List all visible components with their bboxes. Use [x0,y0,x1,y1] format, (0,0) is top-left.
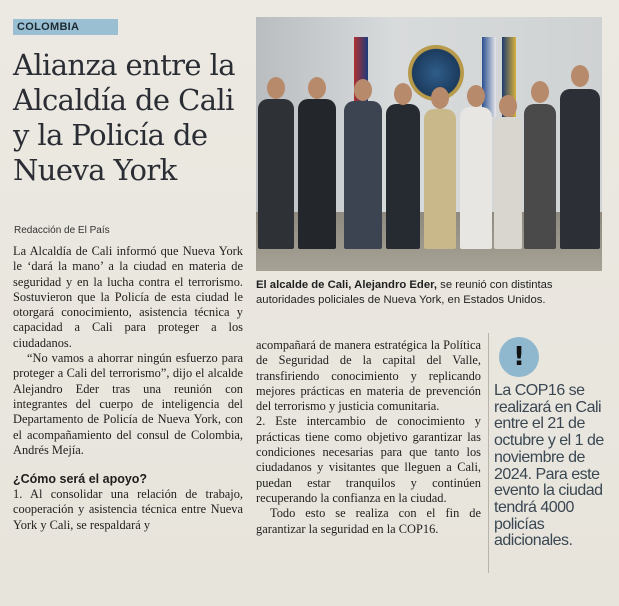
person-head [499,95,517,117]
exclamation-icon [499,337,539,377]
exclamation-glyph: ! [513,342,525,372]
person-figure [258,99,294,249]
article-column-1 [13,244,243,533]
person-figure [344,101,382,249]
article-photo [256,17,602,271]
person-figure [298,99,336,249]
photo-caption [256,278,602,307]
byline: Redacción de El País [14,225,110,236]
subheading: ¿Cómo será el apoyo? [13,472,148,487]
paragraph: 2. Este intercambio de conocimiento y prácticas tiene como objetivo garantizar las condiciones necesarias para que tanto los ciudadanos y visitantes que lleguen a Cali, puedan estar tranquilos y continúen recuperando la confianza en la ciudad. [256,414,481,505]
quote-paragraph: “No vamos a ahorrar ningún esfuerzo para proteger a Cali del terrorismo”, dijo el alcalde Alejandro Eder tras una reunión con integrantes del cuerpo de inteligencia del Departamento de Policía de Nueva York, con el acompañamiento del consul de Colombia, Andrés Mejía. [13,351,243,457]
person-head [354,79,372,101]
person-head [467,85,485,107]
person-head [308,77,326,99]
person-head [531,81,549,103]
person-head [571,65,589,87]
flag-image [482,37,496,117]
sidebar-fact-text: La COP16 se realizará en Cali entre el 21 de octubre y el 1 de noviembre de 2024. Para este evento la ciudad tendrá 4000 policías adicionales. [494,382,604,550]
caption-text: se reunió con distintas autoridades policiales de Nueva York, en Estados Unidos. [256,279,553,306]
caption-lead: El alcalde de Cali, Alejandro Eder, [256,279,438,291]
paragraph: La Alcaldía de Cali informó que Nueva York le ‘dará la mano’ a la ciudad en materia de seguridad y en la lucha contra el terrorismo. Sostuvieron que la Policía de esta ciudad le otorgará conocimiento, asistencia técnica y capacidad a Cali para proteger a los ciudadanos. [13,244,243,350]
person-figure [560,89,600,249]
person-figure [460,107,492,249]
column-divider [488,333,489,573]
person-head [394,83,412,105]
person-figure [494,117,522,249]
section-tag: COLOMBIA [13,19,118,35]
paragraph: Todo esto se realiza con el fin de garantizar la seguridad en la COP16. [256,506,481,536]
person-head [267,77,285,99]
headline: Alianza entre la Alcaldía de Cali y la Policía de Nueva York [13,48,235,187]
person-head [431,87,449,109]
person-figure [424,109,456,249]
article-column-2 [256,338,481,537]
paragraph: acompañará de manera estratégica la Política de Seguridad de la capital del Valle, transfiriendo conocimiento y replicando mejores prácticas en materia de prevención del terrorismo y justicia comunitaria. [256,338,481,414]
person-figure [386,104,420,249]
paragraph: 1. Al consolidar una relación de trabajo, cooperación y asistencia técnica entre Nueva York y Cali, se respaldará y [13,487,243,532]
person-figure [524,104,556,249]
